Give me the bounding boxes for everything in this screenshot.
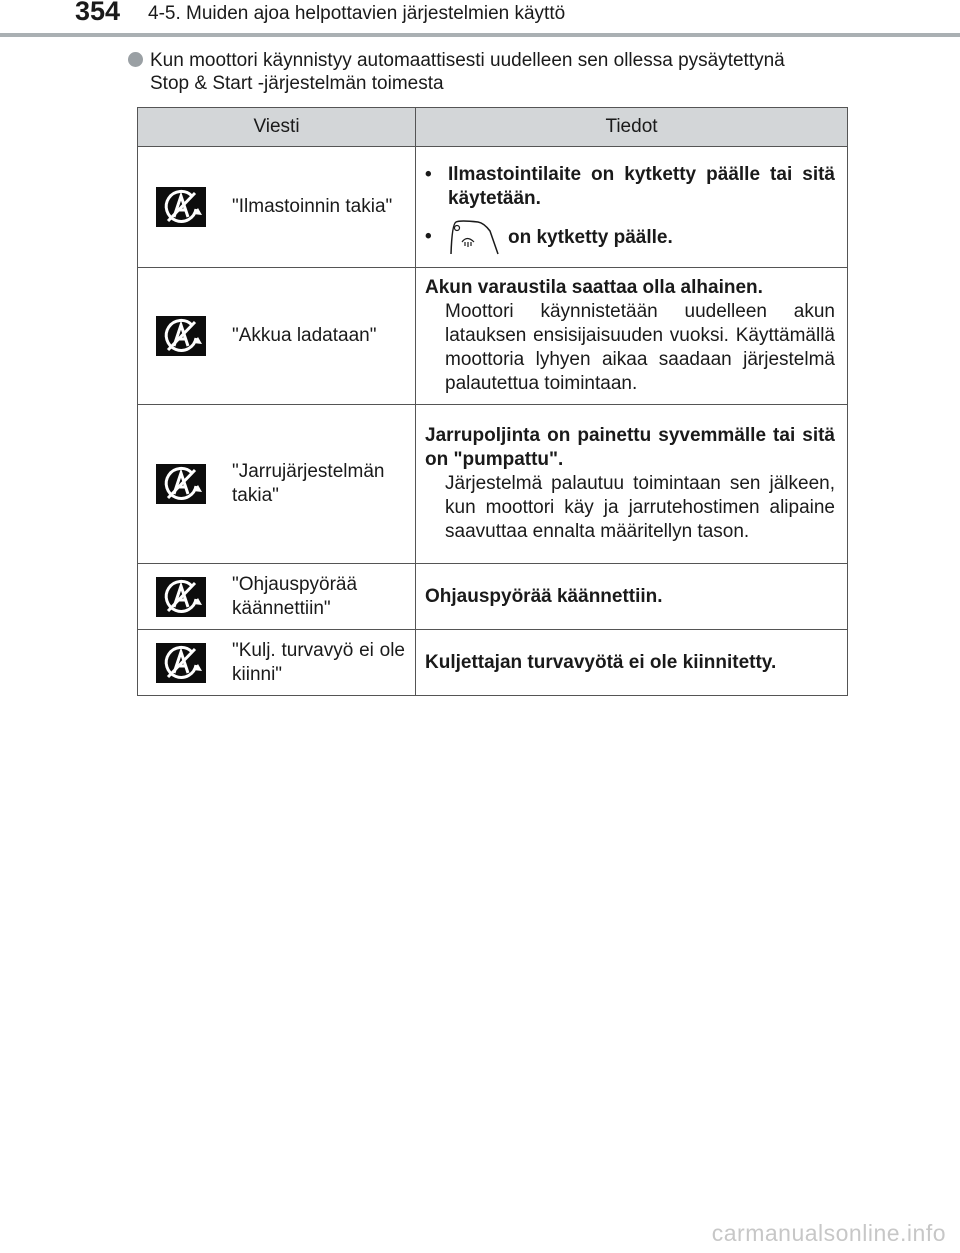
- header-details: Tiedot: [416, 108, 848, 147]
- windshield-defogger-icon: [448, 219, 500, 257]
- table-header-row: [138, 108, 848, 147]
- details-cell: [416, 405, 848, 564]
- detail-heading: Jarrupoljinta on painettu syvemmälle tai sitä on "pumpattu".: [425, 425, 835, 470]
- message-text: "Kulj. turvavyö ei ole kiinni": [232, 639, 405, 685]
- intro-line-1: Kun moottori käynnistyy automaattisesti uudelleen sen ollessa pysäytettynä: [150, 50, 785, 71]
- message-text: "Ohjauspyörää käännettiin": [232, 573, 358, 619]
- auto-stop-start-icon: [156, 187, 206, 227]
- detail-bullet-text: Ilmastointilaite on kytketty päälle tai sitä käytetään.: [448, 164, 835, 209]
- details-cell: [416, 564, 848, 630]
- intro-text: [150, 49, 868, 95]
- page-header: [0, 0, 960, 40]
- intro-paragraph: [128, 49, 868, 95]
- details-cell: [416, 147, 848, 268]
- detail-bullet: • on kytketty päälle.: [425, 225, 835, 251]
- detail-bullet-text: on kytketty päälle.: [508, 227, 673, 249]
- details-cell: [416, 630, 848, 696]
- detail-heading: Ohjauspyörää käännettiin.: [425, 585, 663, 607]
- detail-text: Järjestelmä palautuu toimintaan sen jälkeen, kun moottori käy ja jarrutehostimen alipaine saavuttaa ennalta määritellyn tason.: [445, 473, 835, 542]
- intro-line-2: Stop & Start -järjestelmän toimesta: [150, 73, 444, 94]
- message-cell: [138, 405, 416, 564]
- details-cell: [416, 268, 848, 405]
- detail-bullet: • Ilmastointilaite on kytketty päälle tai sitä käytetään.: [425, 164, 835, 209]
- header-message: Viesti: [138, 108, 416, 147]
- message-text: "Ilmastoinnin takia": [232, 196, 393, 217]
- table-row: [138, 147, 848, 268]
- message-cell: [138, 564, 416, 630]
- message-cell: [138, 147, 416, 268]
- detail-text: Moottori käynnistetään uudelleen akun latauksen ensisijaisuuden vuoksi. Käyttämällä moottoria lyhyen aikaa saadaan järjestelmä palautettua toimintaan.: [445, 301, 835, 394]
- message-text: "Akkua ladataan": [232, 325, 377, 346]
- section-title: 4-5. Muiden ajoa helpottavien järjestelmien käyttö: [148, 3, 566, 24]
- table-row: [138, 405, 848, 564]
- header-rule: [0, 33, 960, 37]
- detail-heading: Kuljettajan turvavyötä ei ole kiinnitetty.: [425, 651, 777, 673]
- bullet-dot-icon: [128, 52, 143, 67]
- detail-heading: Akun varaustila saattaa olla alhainen.: [425, 277, 763, 298]
- auto-stop-start-icon: [156, 577, 206, 617]
- table-row: [138, 268, 848, 405]
- auto-stop-start-icon: [156, 316, 206, 356]
- message-table: [137, 107, 848, 696]
- message-cell: [138, 630, 416, 696]
- table-row: [138, 630, 848, 696]
- watermark: carmanualsonline.info: [711, 1220, 946, 1246]
- auto-stop-start-icon: [156, 643, 206, 683]
- table-row: [138, 564, 848, 630]
- auto-stop-start-icon: [156, 464, 206, 504]
- page-number: 354: [75, 0, 121, 26]
- message-cell: [138, 268, 416, 405]
- message-text: "Jarrujärjestelmän takia": [232, 461, 385, 506]
